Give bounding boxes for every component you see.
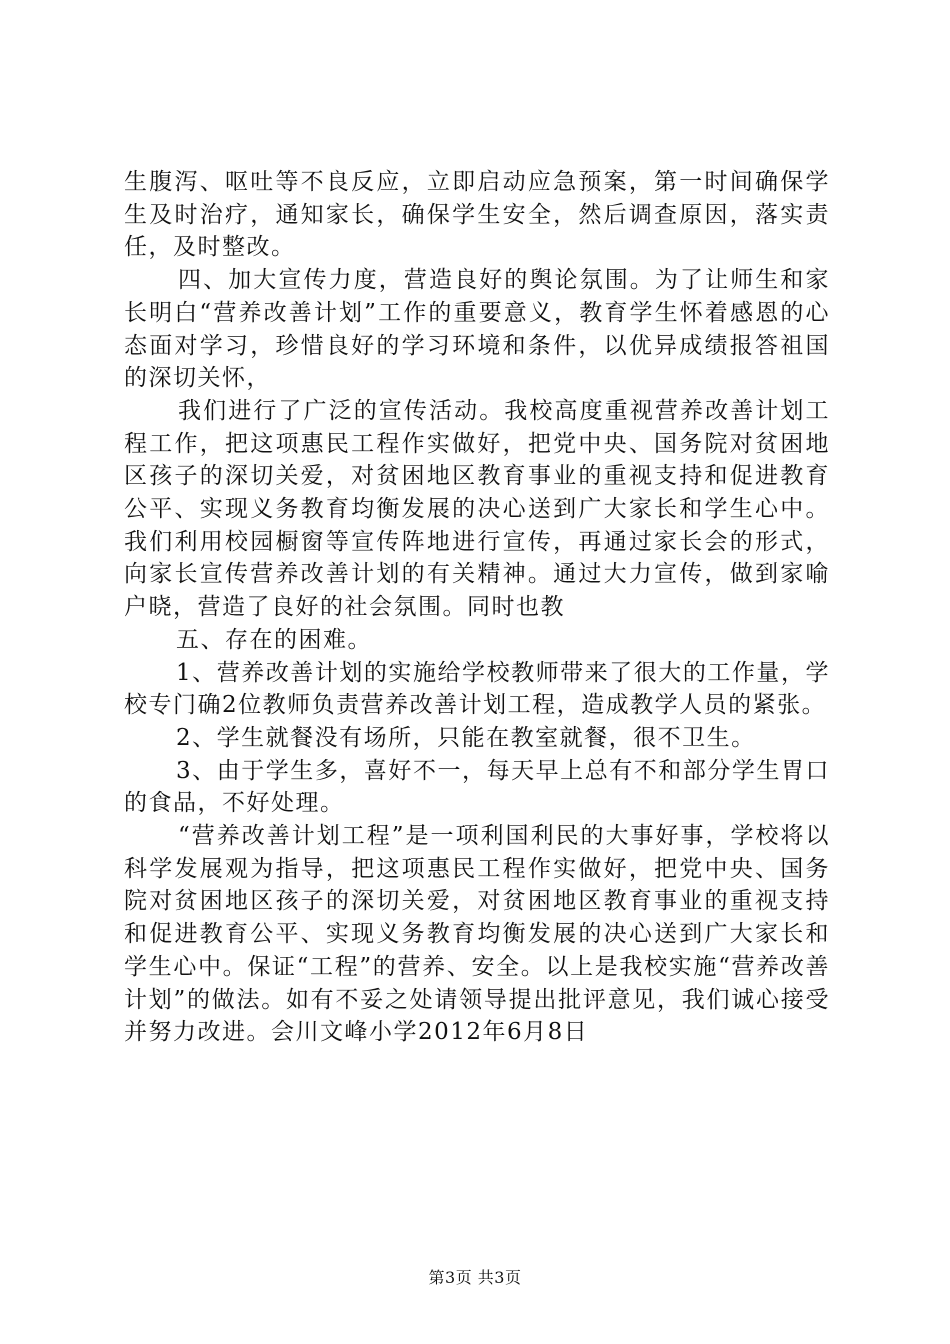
page-number-label: 第3页 共3页	[428, 1268, 522, 1287]
document-body	[124, 166, 830, 1049]
paragraph-section-five-heading: 五、存在的困难。	[176, 626, 372, 653]
paragraph-conclusion: “营养改善计划工程”是一项利国利民的大事好事，学校将以科学发展观为指导，把这项惠民工程作实做好，把党中央、国务院对贫困地区孩子的深切关爱，对贫困地区教育事业的重视支持和促进教育公平、实现义务教育均衡发展的决心送到广大家长和学生心中。保证“工程”的营养、安全。以上是我校实施“营养改善计划”的做法。如有不妥之处请领导提出批评意见，我们诚心接受并努力改进。会川文峰小学2012年6月8日	[124, 823, 830, 1046]
paragraph-difficulty-three: 3、由于学生多，喜好不一，每天早上总有不和部分学生胃口的食品，不好处理。	[124, 757, 830, 817]
paragraph-emergency-response: 生腹泻、呕吐等不良反应，立即启动应急预案，第一时间确保学生及时治疗，通知家长，确保学生安全，然后调查原因，落实责任，及时整改。	[124, 169, 830, 261]
paragraph-difficulty-two: 2、学生就餐没有场所，只能在教室就餐，很不卫生。	[176, 724, 756, 751]
paragraph-difficulty-one: 1、营养改善计划的实施给学校教师带来了很大的工作量，学校专门确2位教师负责营养改善计划工程，造成教学人员的紧张。	[124, 659, 830, 719]
paragraph-section-four-publicity: 四、加大宣传力度，营造良好的舆论氛围。为了让师生和家长明白“营养改善计划”工作的重要意义，教育学生怀着感恩的心态面对学习，珍惜良好的学习环境和条件，以优异成绩报答祖国的深切关怀，	[124, 267, 830, 392]
page-footer	[0, 1268, 950, 1288]
paragraph-publicity-activities: 我们进行了广泛的宣传活动。我校高度重视营养改善计划工程工作，把这项惠民工程作实做好，把党中央、国务院对贫困地区孩子的深切关爱，对贫困地区教育事业的重视支持和促进教育公平、实现义务教育均衡发展的决心送到广大家长和学生心中。我们利用校园橱窗等宣传阵地进行宣传，再通过家长会的形式，向家长宣传营养改善计划的有关精神。通过大力宣传，做到家喻户晓，营造了良好的社会氛围。同时也教	[124, 397, 830, 621]
